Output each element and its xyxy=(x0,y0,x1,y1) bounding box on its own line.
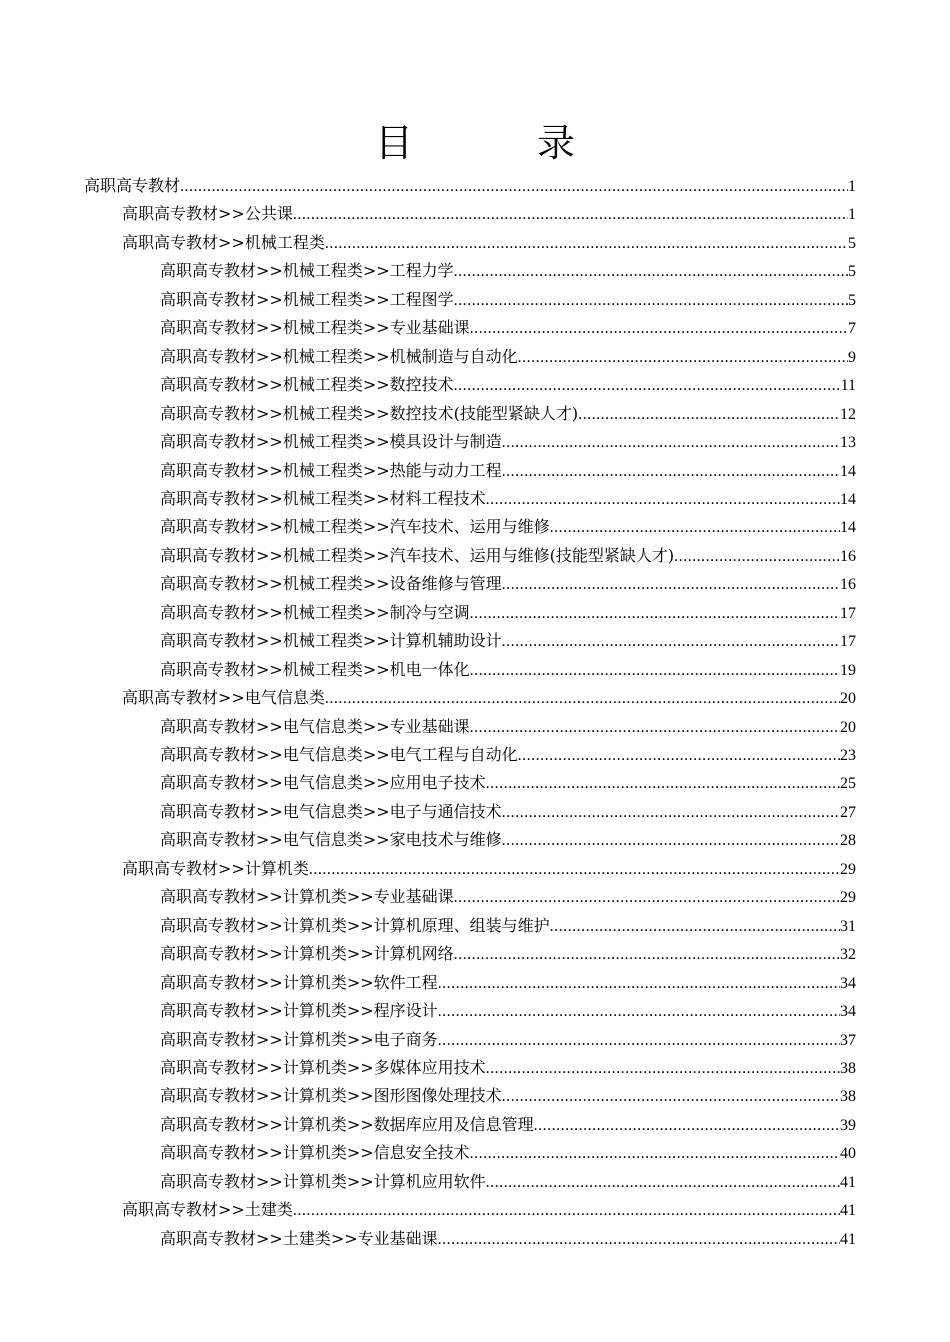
dot-leader xyxy=(293,1197,840,1224)
toc-entry[interactable] xyxy=(160,940,856,968)
toc-entry-page-number: 37 xyxy=(840,1032,856,1049)
toc-entry-page-number: 1 xyxy=(848,206,856,223)
toc-entry-page-number: 41 xyxy=(840,1202,856,1219)
dot-leader xyxy=(454,372,841,399)
toc-entry-label: 高职高专教材>>机械工程类>>数控技术 xyxy=(160,375,454,394)
toc-entry-label: 高职高专教材>>机械工程类>>机电一体化 xyxy=(160,660,470,679)
toc-entry-label: 高职高专教材>>机械工程类>>专业基础课 xyxy=(160,318,470,337)
toc-entry-label: 高职高专教材>>计算机类>>图形图像处理技术 xyxy=(160,1086,502,1105)
toc-entry-label: 高职高专教材>>电气信息类 xyxy=(122,688,325,707)
dot-leader xyxy=(470,315,848,342)
page-title: 目 录 xyxy=(374,121,632,165)
toc-entry-label: 高职高专教材>>机械工程类>>材料工程技术 xyxy=(160,489,486,508)
toc-entry[interactable] xyxy=(160,314,856,342)
dot-leader xyxy=(470,1140,840,1167)
dot-leader xyxy=(470,600,840,627)
toc-entry[interactable] xyxy=(160,371,856,399)
dot-leader xyxy=(438,970,840,997)
toc-entry[interactable] xyxy=(122,1196,856,1224)
toc-entry-page-number: 16 xyxy=(840,576,856,593)
dot-leader xyxy=(454,287,848,314)
toc-entry[interactable] xyxy=(160,1054,856,1082)
toc-entry[interactable] xyxy=(160,798,856,826)
toc-entry-page-number: 31 xyxy=(840,918,856,935)
toc-entry[interactable] xyxy=(160,428,856,456)
toc-entry-label: 高职高专教材>>电气信息类>>电气工程与自动化 xyxy=(160,745,518,764)
toc-entry[interactable] xyxy=(160,1082,856,1110)
toc-entry[interactable] xyxy=(160,627,856,655)
toc-entry-label: 高职高专教材>>土建类>>专业基础课 xyxy=(160,1229,438,1248)
toc-entry[interactable] xyxy=(160,883,856,911)
toc-entry-page-number: 29 xyxy=(840,889,856,906)
dot-leader xyxy=(578,401,840,428)
dot-leader xyxy=(550,514,840,541)
toc-entry[interactable] xyxy=(122,684,856,712)
dot-leader xyxy=(293,201,848,228)
toc-entry-page-number: 32 xyxy=(840,946,856,963)
toc-entry-label: 高职高专教材>>计算机类 xyxy=(122,859,309,878)
toc-entry[interactable] xyxy=(160,1168,856,1196)
toc-entry-label: 高职高专教材>>机械工程类>>机械制造与自动化 xyxy=(160,347,518,366)
toc-entry-page-number: 20 xyxy=(840,690,856,707)
toc-entry-page-number: 17 xyxy=(840,633,856,650)
toc-entry-label: 高职高专教材>>机械工程类>>工程图学 xyxy=(160,290,454,309)
toc-entry[interactable] xyxy=(160,912,856,940)
dot-leader xyxy=(502,458,840,485)
dot-leader xyxy=(486,486,840,513)
dot-leader xyxy=(502,827,840,854)
toc-entry-label: 高职高专教材>>土建类 xyxy=(122,1200,293,1219)
toc-entry-label: 高职高专教材>>计算机类>>数据库应用及信息管理 xyxy=(160,1115,534,1134)
toc-entry[interactable] xyxy=(160,1139,856,1167)
toc-entry-label: 高职高专教材>>机械工程类>>汽车技术、运用与维修(技能型紧缺人才) xyxy=(160,546,675,565)
toc-entry[interactable] xyxy=(160,826,856,854)
toc-entry-label: 高职高专教材>>机械工程类 xyxy=(122,233,325,252)
toc-entry[interactable] xyxy=(160,769,856,797)
toc-entry-label: 高职高专教材>>计算机类>>软件工程 xyxy=(160,973,438,992)
toc-entry-label: 高职高专教材>>计算机类>>计算机应用软件 xyxy=(160,1172,486,1191)
dot-leader xyxy=(486,1169,840,1196)
toc-entry-page-number: 13 xyxy=(840,434,856,451)
dot-leader xyxy=(438,1226,840,1253)
toc-entry-label: 高职高专教材 xyxy=(84,176,181,195)
toc-entry-label: 高职高专教材>>计算机类>>计算机原理、组装与维护 xyxy=(160,916,550,935)
dot-leader xyxy=(470,714,840,741)
toc-entry-label: 高职高专教材>>计算机类>>电子商务 xyxy=(160,1030,438,1049)
toc-entry[interactable] xyxy=(122,855,856,883)
toc-entry[interactable] xyxy=(160,542,856,570)
toc-entry[interactable] xyxy=(160,1111,856,1139)
toc-entry-label: 高职高专教材>>计算机类>>计算机网络 xyxy=(160,944,454,963)
toc-entry-label: 高职高专教材>>计算机类>>多媒体应用技术 xyxy=(160,1058,486,1077)
toc-entry-label: 高职高专教材>>机械工程类>>模具设计与制造 xyxy=(160,432,502,451)
toc-entry-label: 高职高专教材>>电气信息类>>应用电子技术 xyxy=(160,773,486,792)
toc-entry-page-number: 16 xyxy=(840,548,856,565)
toc-entry-page-number: 27 xyxy=(840,804,856,821)
dot-leader xyxy=(502,1083,840,1110)
dot-leader xyxy=(518,344,848,371)
dot-leader xyxy=(486,1055,840,1082)
toc-entry-label: 高职高专教材>>机械工程类>>热能与动力工程 xyxy=(160,461,502,480)
toc-entry-page-number: 34 xyxy=(840,1003,856,1020)
toc-entry-label: 高职高专教材>>机械工程类>>汽车技术、运用与维修 xyxy=(160,517,550,536)
toc-entry[interactable] xyxy=(84,172,856,200)
toc-entry-page-number: 28 xyxy=(840,832,856,849)
dot-leader xyxy=(454,884,840,911)
toc-entry-page-number: 29 xyxy=(840,861,856,878)
toc-entry[interactable] xyxy=(160,599,856,627)
dot-leader xyxy=(502,628,840,655)
toc-entry-page-number: 14 xyxy=(840,519,856,536)
dot-leader xyxy=(674,543,840,570)
dot-leader xyxy=(438,998,840,1025)
dot-leader xyxy=(502,429,840,456)
toc-entry-page-number: 5 xyxy=(848,263,856,280)
toc-entry[interactable] xyxy=(160,741,856,769)
toc-entry[interactable] xyxy=(160,1026,856,1054)
toc-entry-page-number: 17 xyxy=(840,605,856,622)
toc-entry-page-number: 39 xyxy=(840,1117,856,1134)
toc-entry-label: 高职高专教材>>机械工程类>>设备维修与管理 xyxy=(160,574,502,593)
toc-entry-page-number: 5 xyxy=(848,292,856,309)
toc-entry-label: 高职高专教材>>公共课 xyxy=(122,204,293,223)
toc-entry-label: 高职高专教材>>电气信息类>>家电技术与维修 xyxy=(160,830,502,849)
dot-leader xyxy=(486,770,840,797)
toc-entry[interactable] xyxy=(160,997,856,1025)
toc-entry-label: 高职高专教材>>计算机类>>程序设计 xyxy=(160,1001,438,1020)
toc-entry-page-number: 19 xyxy=(840,662,856,679)
toc-entry-page-number: 41 xyxy=(840,1174,856,1191)
dot-leader xyxy=(518,742,840,769)
toc-entry[interactable] xyxy=(160,400,856,428)
dot-leader xyxy=(550,913,840,940)
toc-entry-label: 高职高专教材>>电气信息类>>电子与通信技术 xyxy=(160,802,502,821)
toc-entry[interactable] xyxy=(160,656,856,684)
dot-leader xyxy=(309,856,840,883)
toc-entry-label: 高职高专教材>>计算机类>>信息安全技术 xyxy=(160,1143,470,1162)
toc-entry-page-number: 11 xyxy=(840,377,856,394)
toc-entry-page-number: 41 xyxy=(840,1231,856,1248)
toc-entry-page-number: 20 xyxy=(840,719,856,736)
toc-entry-page-number: 14 xyxy=(840,491,856,508)
toc-entry-page-number: 38 xyxy=(840,1060,856,1077)
toc-entry[interactable] xyxy=(160,257,856,285)
toc-entry-page-number: 38 xyxy=(840,1088,856,1105)
dot-leader xyxy=(180,173,848,200)
toc-entry[interactable] xyxy=(160,713,856,741)
toc-entry-label: 高职高专教材>>电气信息类>>专业基础课 xyxy=(160,717,470,736)
toc-entry-label: 高职高专教材>>机械工程类>>计算机辅助设计 xyxy=(160,631,502,650)
toc-entry-page-number: 9 xyxy=(848,349,856,366)
dot-leader xyxy=(454,258,848,285)
toc-entry-page-number: 14 xyxy=(840,463,856,480)
toc-entry-label: 高职高专教材>>机械工程类>>数控技术(技能型紧缺人才) xyxy=(160,404,579,423)
dot-leader xyxy=(325,685,840,712)
toc-entry[interactable] xyxy=(160,1225,856,1253)
dot-leader xyxy=(470,657,840,684)
toc-entry[interactable] xyxy=(160,513,856,541)
toc-entry-label: 高职高专教材>>计算机类>>专业基础课 xyxy=(160,887,454,906)
toc-entry-page-number: 23 xyxy=(840,747,856,764)
toc-entry[interactable] xyxy=(160,570,856,598)
toc-entry-page-number: 25 xyxy=(840,775,856,792)
dot-leader xyxy=(534,1112,840,1139)
toc-entry-page-number: 5 xyxy=(848,235,856,252)
toc-entry[interactable] xyxy=(160,343,856,371)
toc-entry[interactable] xyxy=(160,969,856,997)
toc-entry[interactable] xyxy=(160,286,856,314)
toc-entry-page-number: 40 xyxy=(840,1145,856,1162)
dot-leader xyxy=(502,571,840,598)
toc-entry-page-number: 34 xyxy=(840,975,856,992)
toc-entry-page-number: 7 xyxy=(848,320,856,337)
toc-entry[interactable] xyxy=(160,457,856,485)
toc-entry[interactable] xyxy=(122,229,856,257)
dot-leader xyxy=(454,941,840,968)
dot-leader xyxy=(438,1027,840,1054)
toc-entry-page-number: 1 xyxy=(848,178,856,195)
toc-entry[interactable] xyxy=(160,485,856,513)
toc-entry-label: 高职高专教材>>机械工程类>>制冷与空调 xyxy=(160,603,470,622)
toc-entry-page-number: 12 xyxy=(840,406,856,423)
dot-leader xyxy=(325,230,848,257)
dot-leader xyxy=(502,799,840,826)
toc-entry-label: 高职高专教材>>机械工程类>>工程力学 xyxy=(160,261,454,280)
toc-entry[interactable] xyxy=(122,200,856,228)
